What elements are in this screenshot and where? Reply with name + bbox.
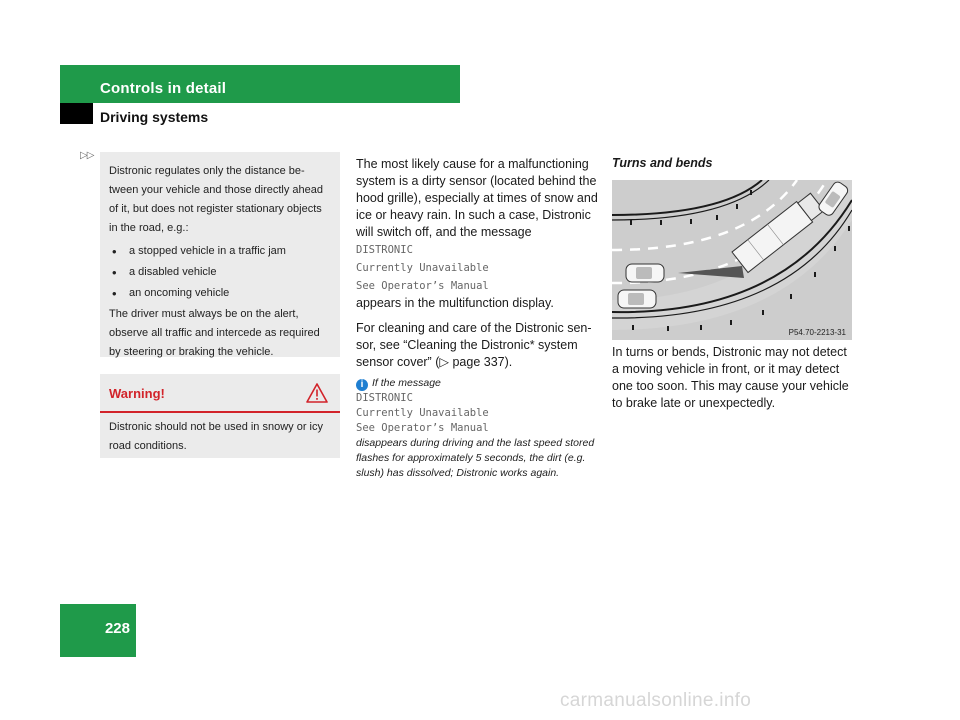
section-title: Driving systems [100,109,209,125]
display-message-line: See Operator’s Manual [356,280,489,292]
figure-code: P54.70-2213-31 [788,328,846,337]
turns-text: In turns or bends, Distronic may not detect a moving vehicle in front, or it may detect one too soon. This may cause your vehicle to brake late or unexpectedly. [612,345,849,410]
list-item: • a stopped vehicle in a traffic jam [109,242,331,261]
watermark-text[interactable]: carmanualsonline.info [560,690,752,711]
section-marker [60,103,93,124]
note-message-line: See Operator’s Manual [356,422,489,434]
warning-box [100,374,340,458]
page-ref-arrow-icon: ▷ [439,355,449,369]
warning-title: Warning! [109,386,165,401]
turns-heading: Turns and bends [612,156,713,170]
continued-marker: ▷▷ [80,150,94,161]
page-ref-link[interactable]: page 337). [448,355,513,369]
turns-illustration [612,180,852,340]
info-icon: i [356,379,368,391]
note-intro: If the message [372,377,441,389]
page-number: 228 [104,620,130,637]
column-2 [356,156,601,379]
warning-divider [100,411,340,413]
cleaning-paragraph [356,320,601,371]
info-box-text: Distronic regulates only the distance be-tween your vehicle and those directly ahead of it, but does not register stationary objects in the road, e.g.: [109,165,324,234]
curved-road-diagram [612,180,852,340]
chapter-title: Controls in detail [100,80,227,97]
note-message-line: Currently Unavailable [356,407,489,419]
display-message-line: Currently Unavailable [356,262,489,274]
list-item: • an oncoming vehicle [109,284,331,303]
info-box-closing: The driver must always be on the alert, observe all traffic and intercede as required by steering or braking the vehicle. [109,308,320,358]
malfunction-text: The most likely cause for a malfunctioning system is a dirty sensor (located behind the hood grille), especially at times of snow and ice or heavy rain. In such a case, Distronic will switch off, and the message [356,157,598,239]
malfunction-text-end: appears in the multifunction display. [356,296,554,310]
warning-text: Distronic should not be used in snowy or icy road conditions. [109,421,323,452]
display-message-line: DISTRONIC [356,244,413,256]
malfunction-paragraph [356,156,601,312]
list-item: • a disabled vehicle [109,263,331,282]
info-box [100,152,340,357]
info-box-list [109,242,331,303]
warning-triangle-icon [306,383,328,403]
note-message-line: DISTRONIC [356,392,413,404]
note-block [356,376,601,481]
cleaning-text: For cleaning and care of the Distronic sen-sor, see “Cleaning the Distronic* system sensor cover” ( [356,321,592,369]
note-outro: disappears during driving and the last speed stored flashes for approximately 5 seconds, the dirt (e.g. slush) has dissolved; Distronic works again. [356,437,595,479]
